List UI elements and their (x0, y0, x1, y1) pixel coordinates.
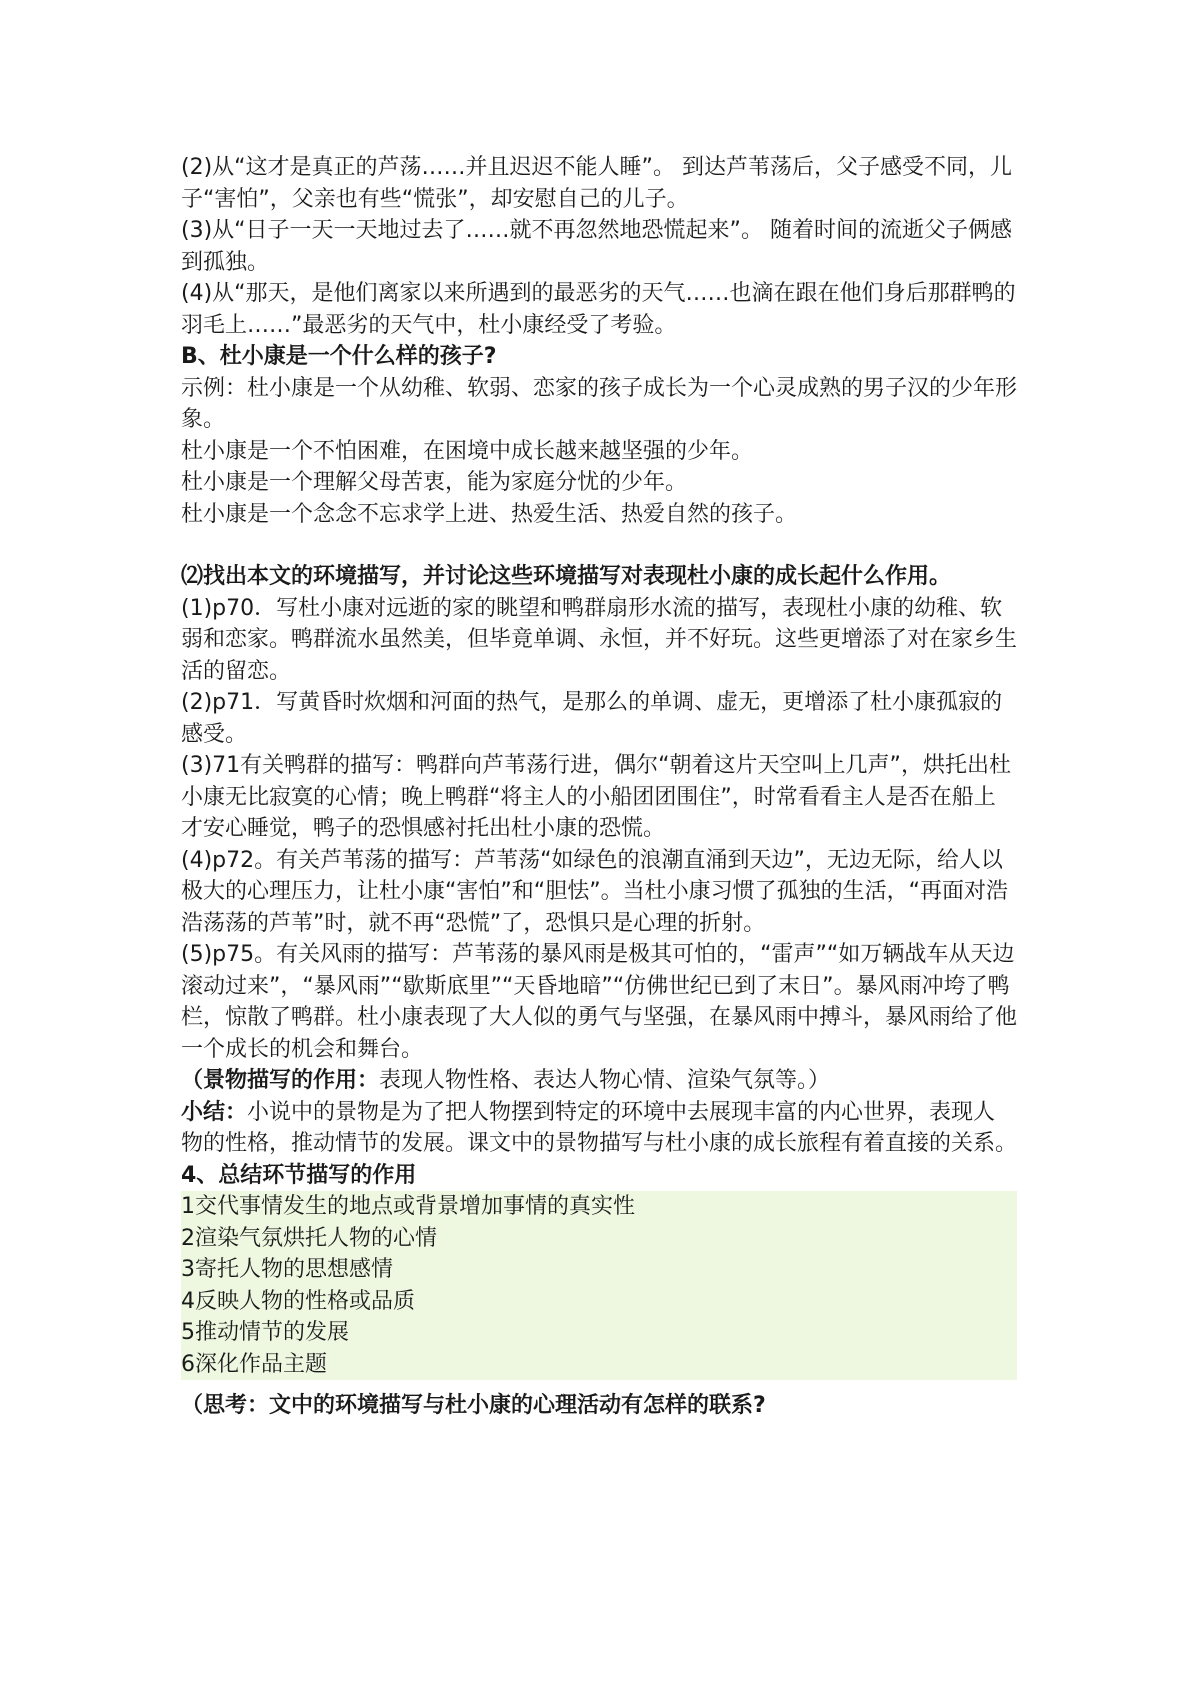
section-b-character (181, 341, 1017, 530)
section-heading: 4、总结环节描写的作用 (181, 1162, 417, 1188)
paragraph: (5)p75。有关风雨的描写：芦苇荡的暴风雨是极其可怕的，“雷声”“如万辆战车从天边滚动过来”，“暴风雨”“歇斯底里”“天昏地暗”“仿佛世纪已到了末日”。暴风雨冲垮了鸭栏，惊散了鸭群。杜小康表现了大人似的勇气与坚强，在暴风雨中搏斗，暴风雨给了他一个成长的机会和舞台。 (181, 942, 1018, 1062)
paragraph: (3)71有关鸭群的描写：鸭群向芦苇荡行进，偶尔“朝着这片天空叫上几声”，烘托出杜小康无比寂寞的心情；晚上鸭群“将主人的小船团团围住”，时常看看主人是否在船上才安心睡觉，鸭子的恐惧感衬托出杜小康的恐慌。 (181, 753, 1011, 841)
summary-paragraph (181, 1097, 1017, 1160)
list-item: 2渲染气氛烘托人物的心情 (181, 1225, 437, 1251)
paragraph: (4)p72。有关芦苇荡的描写：芦苇荡“如绿色的浪潮直涌到天边”，无边无际，给人以极大的心理压力，让杜小康“害怕”和“胆怯”。当杜小康习惯了孤独的生活，“再面对浩浩荡荡的芦苇”时，就不再“恐慌”了，恐惧只是心理的折射。 (181, 847, 1008, 936)
paragraph: 杜小康是一个理解父母苦衷，能为家庭分忧的少年。 (181, 470, 688, 495)
paragraph: (4)从“那天，是他们离家以来所遇到的最恶劣的天气……也滴在跟在他们身后那群鸭的羽毛上……”最恶劣的天气中，杜小康经受了考验。 (181, 281, 1016, 338)
section-4-summary (181, 1160, 1017, 1381)
summary-text: 小说中的景物是为了把人物摆到特定的环境中去展现丰富的内心世界，表现人物的性格，推动情节的发展。课文中的景物描写与杜小康的成长旅程有着直接的关系。 (181, 1099, 1018, 1156)
list-item: 1交代事情发生的地点或背景增加事情的真实性 (181, 1194, 635, 1219)
document-page (181, 152, 1017, 1422)
spacer (181, 530, 1017, 561)
paragraph: 杜小康是一个不怕困难，在困境中成长越来越坚强的少年。 (181, 438, 754, 464)
spacer (181, 1380, 1017, 1390)
note-paragraph (181, 1065, 1017, 1097)
section-a-analysis (181, 152, 1017, 341)
highlight-list (181, 1191, 1017, 1380)
list-item: 3寄托人物的思想感情 (181, 1257, 393, 1282)
note-label: （景物描写的作用： (181, 1068, 380, 1093)
paragraph: (2)p71．写黄昏时炊烟和河面的热气，是那么的单调、虚无，更增添了杜小康孤寂的感受。 (181, 690, 1003, 747)
section-2-environment (181, 561, 1017, 1160)
paragraph: 示例：杜小康是一个从幼稚、软弱、恋家的孩子成长为一个心灵成熟的男子汉的少年形象。 (181, 375, 1018, 432)
think-question: （思考：文中的环境描写与杜小康的心理活动有怎样的联系? (181, 1393, 766, 1418)
paragraph: (1)p70．写杜小康对远逝的家的眺望和鸭群扇形水流的描写，表现杜小康的幼稚、软弱和恋家。鸭群流水虽然美，但毕竟单调、永恒，并不好玩。这些更增添了对在家乡生活的留恋。 (181, 595, 1018, 684)
paragraph: (2)从“这才是真正的芦荡……并且迟迟不能人睡”。 到达芦苇荡后，父子感受不同，儿子“害怕”，父亲也有些“慌张”，却安慰自己的儿子。 (181, 155, 1012, 212)
paragraph: 杜小康是一个念念不忘求学上进、热爱生活、热爱自然的孩子。 (181, 501, 798, 527)
list-item: 6深化作品主题 (181, 1351, 327, 1377)
section-heading: ⑵找出本文的环境描写，并讨论这些环境描写对表现杜小康的成长起什么作用。 (181, 564, 952, 589)
list-item: 5推动情节的发展 (181, 1320, 349, 1345)
paragraph: (3)从“日子一天一天地过去了……就不再忽然地恐慌起来”。 随着时间的流逝父子俩感到孤独。 (181, 218, 1012, 275)
section-heading: B、杜小康是一个什么样的孩子? (181, 344, 497, 369)
summary-label: 小结： (181, 1099, 248, 1125)
list-item: 4反映人物的性格或品质 (181, 1288, 415, 1314)
note-text: 表现人物性格、表达人物心情、渲染气氛等。） (379, 1068, 831, 1093)
